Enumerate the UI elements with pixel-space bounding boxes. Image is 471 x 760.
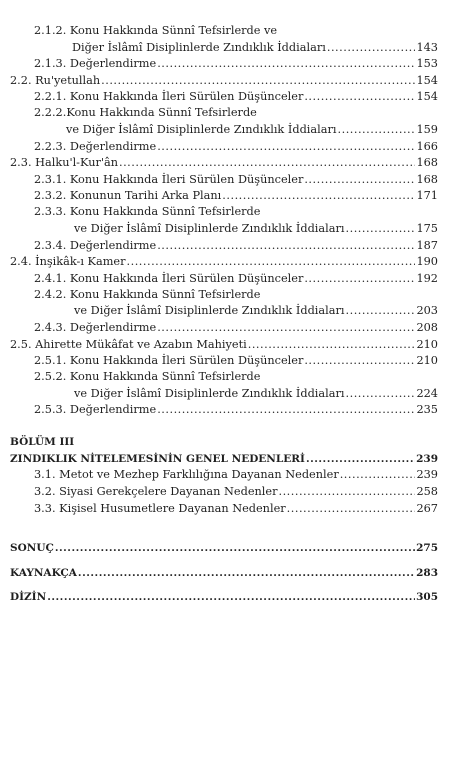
toc-entry[interactable]: [10, 154, 438, 171]
leader-dots: [304, 354, 415, 368]
toc-entry-label: 2.3.1. Konu Hakkında İleri Sürülen Düşünceler: [34, 172, 304, 186]
toc-entry[interactable]: [10, 71, 438, 88]
toc-page-number: 190: [416, 255, 438, 269]
leader-dots: [306, 452, 415, 466]
toc-entry-line: [10, 286, 438, 302]
toc-page-number: 168: [416, 156, 438, 170]
toc-entry[interactable]: [10, 449, 438, 466]
toc-page-number: 166: [416, 139, 438, 153]
table-of-contents: [10, 22, 438, 604]
toc-entry-label: SONUÇ: [10, 542, 54, 555]
toc-entry-label: 2.4.1. Konu Hakkında İleri Sürülen Düşünceler: [34, 271, 304, 285]
toc-page-number: 143: [416, 40, 438, 54]
leader-dots: [157, 403, 415, 417]
toc-page-number: 154: [416, 73, 438, 87]
toc-entry[interactable]: [10, 499, 438, 516]
toc-page-number: 267: [416, 501, 438, 515]
leader-dots: [127, 255, 416, 269]
chapter-heading-text: BÖLÜM III: [10, 436, 75, 449]
leader-dots: [157, 57, 415, 71]
leader-dots: [222, 189, 415, 203]
leader-dots: [346, 387, 416, 401]
toc-entry-label: 2.3. Halku'l-Kur'ân: [10, 156, 118, 170]
toc-entry-label: ve Diğer İslâmî Disiplinlerde Zındıklık İddiaları: [74, 221, 345, 235]
leader-dots: [157, 140, 415, 154]
toc-page-number: 187: [416, 238, 438, 252]
toc-entry-line: [10, 368, 438, 384]
leader-dots: [338, 123, 416, 137]
toc-page-number: 239: [416, 452, 438, 465]
leader-dots: [340, 468, 416, 482]
toc-entry[interactable]: [10, 187, 438, 204]
toc-entry-label: 2.1.2. Konu Hakkında Sünnî Tefsirlerde ve: [34, 24, 278, 37]
toc-page-number: 175: [416, 221, 438, 235]
toc-entry-label: DİZİN: [10, 591, 47, 604]
toc-entry[interactable]: [10, 55, 438, 72]
toc-entry-label: ve Diğer İslâmî Disiplinlerde Zındıklık İddiaları: [74, 386, 345, 400]
toc-page-number: 192: [416, 271, 438, 285]
leader-dots: [55, 541, 415, 555]
toc-page-number: 275: [416, 542, 438, 555]
toc-entry-line: [10, 104, 438, 120]
toc-entry-line: [10, 22, 438, 38]
toc-entry-label: Diğer İslâmî Disiplinlerde Zındıklık İddiaları: [72, 40, 326, 54]
toc-entry-label: KAYNAKÇA: [10, 566, 77, 579]
toc-entry-label: 2.2.1. Konu Hakkında İleri Sürülen Düşünceler: [34, 90, 304, 104]
toc-page-number: 210: [416, 354, 438, 368]
toc-entry[interactable]: [10, 253, 438, 270]
toc-entry[interactable]: [10, 137, 438, 154]
toc-entry[interactable]: [10, 269, 438, 286]
toc-entry[interactable]: [10, 318, 438, 335]
toc-entry[interactable]: [10, 580, 438, 605]
toc-entry-label: 2.3.4. Değerlendirme: [34, 238, 157, 252]
toc-entry-label: 3.2. Siyasi Gerekçelere Dayanan Nedenler: [34, 485, 278, 499]
toc-entry-label: 2.2.3. Değerlendirme: [34, 139, 157, 153]
toc-entry-label: 2.5.3. Değerlendirme: [34, 403, 157, 417]
leader-dots: [346, 304, 416, 318]
leader-dots: [101, 74, 415, 88]
toc-entry[interactable]: [10, 466, 438, 483]
toc-page-number: 239: [416, 468, 438, 482]
toc-entry[interactable]: [10, 384, 438, 401]
leader-dots: [47, 590, 415, 604]
leader-dots: [287, 502, 416, 516]
toc-entry-label: 2.2. Ru'yetullah: [10, 73, 101, 87]
spacer: [10, 417, 438, 433]
toc-entry[interactable]: [10, 302, 438, 319]
leader-dots: [279, 485, 416, 499]
leader-dots: [157, 239, 415, 253]
toc-entry[interactable]: [10, 88, 438, 105]
toc-page-number: 203: [416, 304, 438, 318]
toc-page-number: 159: [416, 122, 438, 136]
toc-page-number: 171: [416, 189, 438, 203]
toc-entry-label: ve Diğer İslâmî Disiplinlerde Zındıklık İddiaları: [66, 122, 337, 136]
toc-page-number: 168: [416, 172, 438, 186]
toc-entry-label: 2.3.3. Konu Hakkında Sünnî Tefsirlerde: [34, 205, 261, 219]
toc-entry-label: 2.4.2. Konu Hakkında Sünnî Tefsirlerde: [34, 287, 261, 301]
leader-dots: [119, 156, 415, 170]
leader-dots: [346, 222, 416, 236]
toc-page-number: 305: [416, 591, 438, 604]
toc-entry[interactable]: [10, 38, 438, 55]
leader-dots: [78, 566, 415, 580]
toc-entry-label: 2.4. İnşikâk-ı Kamer: [10, 255, 126, 269]
toc-entry[interactable]: [10, 335, 438, 352]
toc-entry-label: 2.3.2. Konunun Tarihi Arka Planı: [34, 189, 222, 203]
toc-page-number: 283: [416, 566, 438, 579]
toc-entry[interactable]: [10, 120, 438, 137]
toc-entry-line: [10, 203, 438, 219]
leader-dots: [327, 41, 416, 55]
toc-entry-label: 2.5.2. Konu Hakkında Sünnî Tefsirlerde: [34, 370, 261, 384]
toc-entry[interactable]: [10, 219, 438, 236]
toc-entry[interactable]: [10, 236, 438, 253]
spacer: [10, 516, 438, 531]
toc-page-number: 235: [416, 403, 438, 417]
toc-page-number: 258: [416, 485, 438, 499]
leader-dots: [157, 321, 415, 335]
toc-entry-label: ve Diğer İslâmî Disiplinlerde Zındıklık İddiaları: [74, 304, 345, 318]
toc-entry[interactable]: [10, 555, 438, 580]
toc-entry-label: 2.5. Ahirette Mükâfat ve Azabın Mahiyeti: [10, 337, 247, 351]
toc-entry-label: 2.4.3. Değerlendirme: [34, 320, 157, 334]
toc-entry-label: 3.1. Metot ve Mezhep Farklılığına Dayanan Nedenler: [34, 468, 339, 482]
leader-dots: [304, 173, 415, 187]
toc-entry-label: 3.3. Kişisel Husumetlere Dayanan Nedenler: [34, 501, 286, 515]
leader-dots: [304, 272, 415, 286]
toc-page-number: 153: [416, 57, 438, 71]
leader-dots: [304, 90, 415, 104]
toc-entry-label: 2.1.3. Değerlendirme: [34, 57, 157, 71]
toc-page-number: 210: [416, 337, 438, 351]
leader-dots: [248, 338, 416, 352]
toc-entry[interactable]: [10, 531, 438, 556]
toc-entry[interactable]: [10, 401, 438, 418]
toc-entry[interactable]: [10, 170, 438, 187]
toc-entry-label: 2.5.1. Konu Hakkında İleri Sürülen Düşünceler: [34, 354, 304, 368]
toc-page-number: 154: [416, 90, 438, 104]
toc-entry-label: ZINDIKLIK NİTELEMESİNİN GENEL NEDENLERİ: [10, 452, 305, 465]
toc-entry[interactable]: [10, 482, 438, 499]
toc-entry[interactable]: [10, 352, 438, 369]
toc-page-number: 208: [416, 320, 438, 334]
toc-page-number: 224: [416, 386, 438, 400]
toc-entry-label: 2.2.2.Konu Hakkında Sünnî Tefsirlerde: [34, 106, 257, 120]
chapter-heading: [10, 433, 438, 449]
